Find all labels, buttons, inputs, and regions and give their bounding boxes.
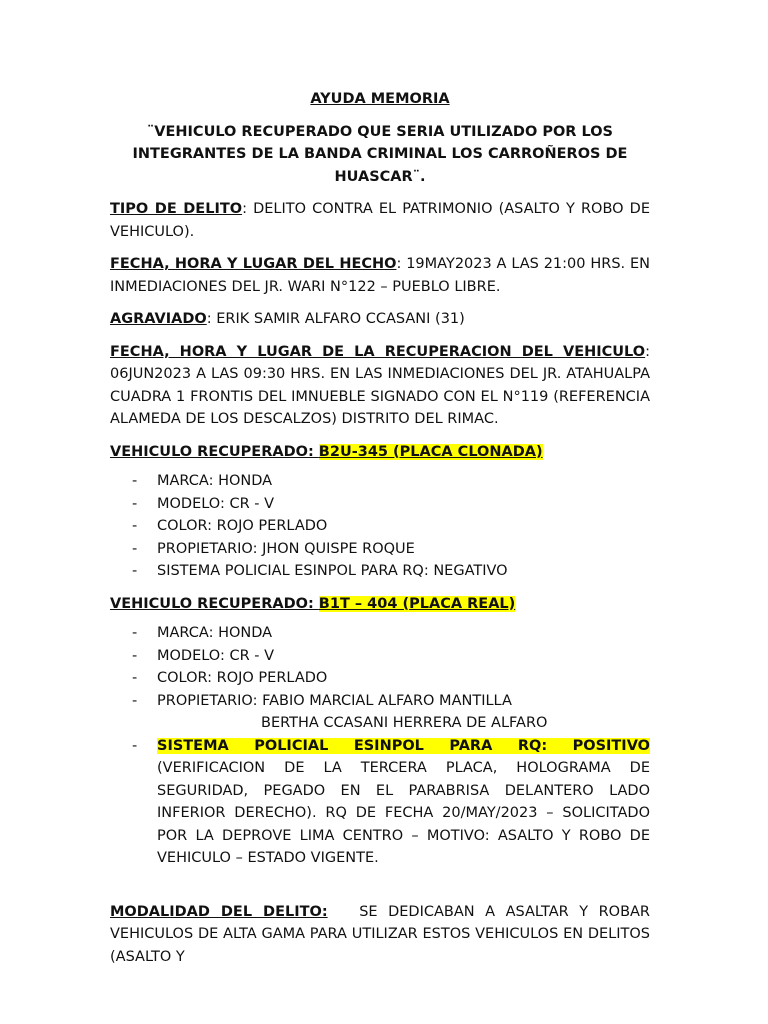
vehiculo1-heading [110, 441, 650, 464]
list-item: - MODELO: CR - V [110, 645, 650, 668]
memo-title: AYUDA MEMORIA [310, 91, 450, 107]
vehiculo2-label: VEHICULO RECUPERADO: [110, 595, 319, 612]
fecha-recuperacion-label: FECHA, HORA Y LUGAR DE LA RECUPERACION DEL VEHICULO [110, 343, 646, 360]
vehiculo1-plate: B2U-345 (PLACA CLONADA) [318, 443, 543, 460]
list-item: - PROPIETARIO: JHON QUISPE ROQUE [110, 538, 650, 561]
list-item: - SISTEMA POLICIAL ESINPOL PARA RQ: NEGATIVO [110, 560, 650, 583]
vehiculo1-details-list [110, 470, 650, 583]
modalidad-value: SE DEDICABAN A ASALTAR Y ROBAR VEHICULOS DE ALTA GAMA PARA UTILIZAR ESTOS VEHICULOS EN DELITOS (ASALTO Y [110, 903, 651, 965]
vehiculo2-details-list [110, 622, 650, 870]
list-item: - COLOR: ROJO PERLADO [110, 667, 650, 690]
list-item-sistema [110, 735, 650, 870]
agraviado-label: AGRAVIADO [110, 311, 207, 327]
modalidad-paragraph [110, 901, 650, 969]
modalidad-label: MODALIDAD DEL DELITO: [110, 903, 328, 920]
tipo-delito-value: DELITO CONTRA EL PATRIMONIO (ASALTO Y ROBO DE VEHICULO). [110, 201, 650, 240]
sistema-positivo-text: (VERIFICACION DE LA TERCERA PLACA, HOLOGRAMA DE SEGURIDAD, PEGADO EN EL PARABRISA DELANTERO LADO INFERIOR DERECHO). RQ DE FECHA 20/MAY/2023 – SOLICITADO POR LA DEPROVE LIMA CENTRO – MOTIVO: ASALTO Y ROBO DE VEHICULO – ESTADO VIGENTE. [157, 760, 650, 866]
vehiculo2-heading [110, 593, 650, 616]
spacer [110, 870, 650, 891]
list-item: - COLOR: ROJO PERLADO [110, 515, 650, 538]
agraviado-value: ERIK SAMIR ALFARO CCASANI (31) [216, 311, 465, 327]
agraviado-paragraph: AGRAVIADO: ERIK SAMIR ALFARO CCASANI (31) [110, 311, 465, 327]
fecha-hecho-label: FECHA, HORA Y LUGAR DEL HECHO [110, 256, 397, 272]
propietario-continuation: BERTHA CCASANI HERRERA DE ALFARO [261, 715, 548, 731]
tipo-delito-paragraph: TIPO DE DELITO: DELITO CONTRA EL PATRIMONIO (ASALTO Y ROBO DE VEHICULO). [110, 201, 650, 240]
fecha-hecho-value: 19MAY2023 A LAS 21:00 HRS. EN INMEDIACIONES DEL JR. WARI N°122 – PUEBLO LIBRE. [110, 256, 650, 295]
list-item: - MARCA: HONDA [110, 470, 650, 493]
sistema-positivo-label: SISTEMA POLICIAL ESINPOL PARA RQ: POSITIVO [157, 737, 650, 754]
tipo-delito-label: TIPO DE DELITO [110, 201, 243, 217]
vehiculo2-plate: B1T – 404 (PLACA REAL) [318, 595, 516, 612]
propietario-primary: PROPIETARIO: FABIO MARCIAL ALFARO MANTILLA [157, 692, 512, 709]
fecha-recuperacion-paragraph: FECHA, HORA Y LUGAR DE LA RECUPERACION DEL VEHICULO: 06JUN2023 A LAS 09:30 HRS. EN LAS INMEDIACIONES DEL JR. ATAHUALPA CUADRA 1 FRONTIS DEL IMNUEBLE SIGNADO CON EL N°119 (REFERENCIA ALAMEDA DE LOS DESCALZOS) DISTRITO DEL RIMAC. [110, 343, 650, 427]
fecha-hecho-paragraph: FECHA, HORA Y LUGAR DEL HECHO: 19MAY2023 A LAS 21:00 HRS. EN INMEDIACIONES DEL JR. WARI N°122 – PUEBLO LIBRE. [110, 256, 650, 295]
memo-body [110, 88, 650, 968]
fecha-recuperacion-value: 06JUN2023 A LAS 09:30 HRS. EN LAS INMEDIACIONES DEL JR. ATAHUALPA CUADRA 1 FRONTIS DEL IMNUEBLE SIGNADO CON EL N°119 (REFERENCIA ALAMEDA DE LOS DESCALZOS) DISTRITO DEL RIMAC. [110, 366, 650, 427]
list-item: - MODELO: CR - V [110, 493, 650, 516]
memo-subtitle: ¨VEHICULO RECUPERADO QUE SERIA UTILIZADO POR LOS INTEGRANTES DE LA BANDA CRIMINAL LOS CARROÑEROS DE HUASCAR¨. [132, 123, 628, 185]
list-item: - MARCA: HONDA [110, 622, 650, 645]
list-item-propietario [110, 690, 650, 735]
vehiculo1-label: VEHICULO RECUPERADO: [110, 443, 319, 460]
